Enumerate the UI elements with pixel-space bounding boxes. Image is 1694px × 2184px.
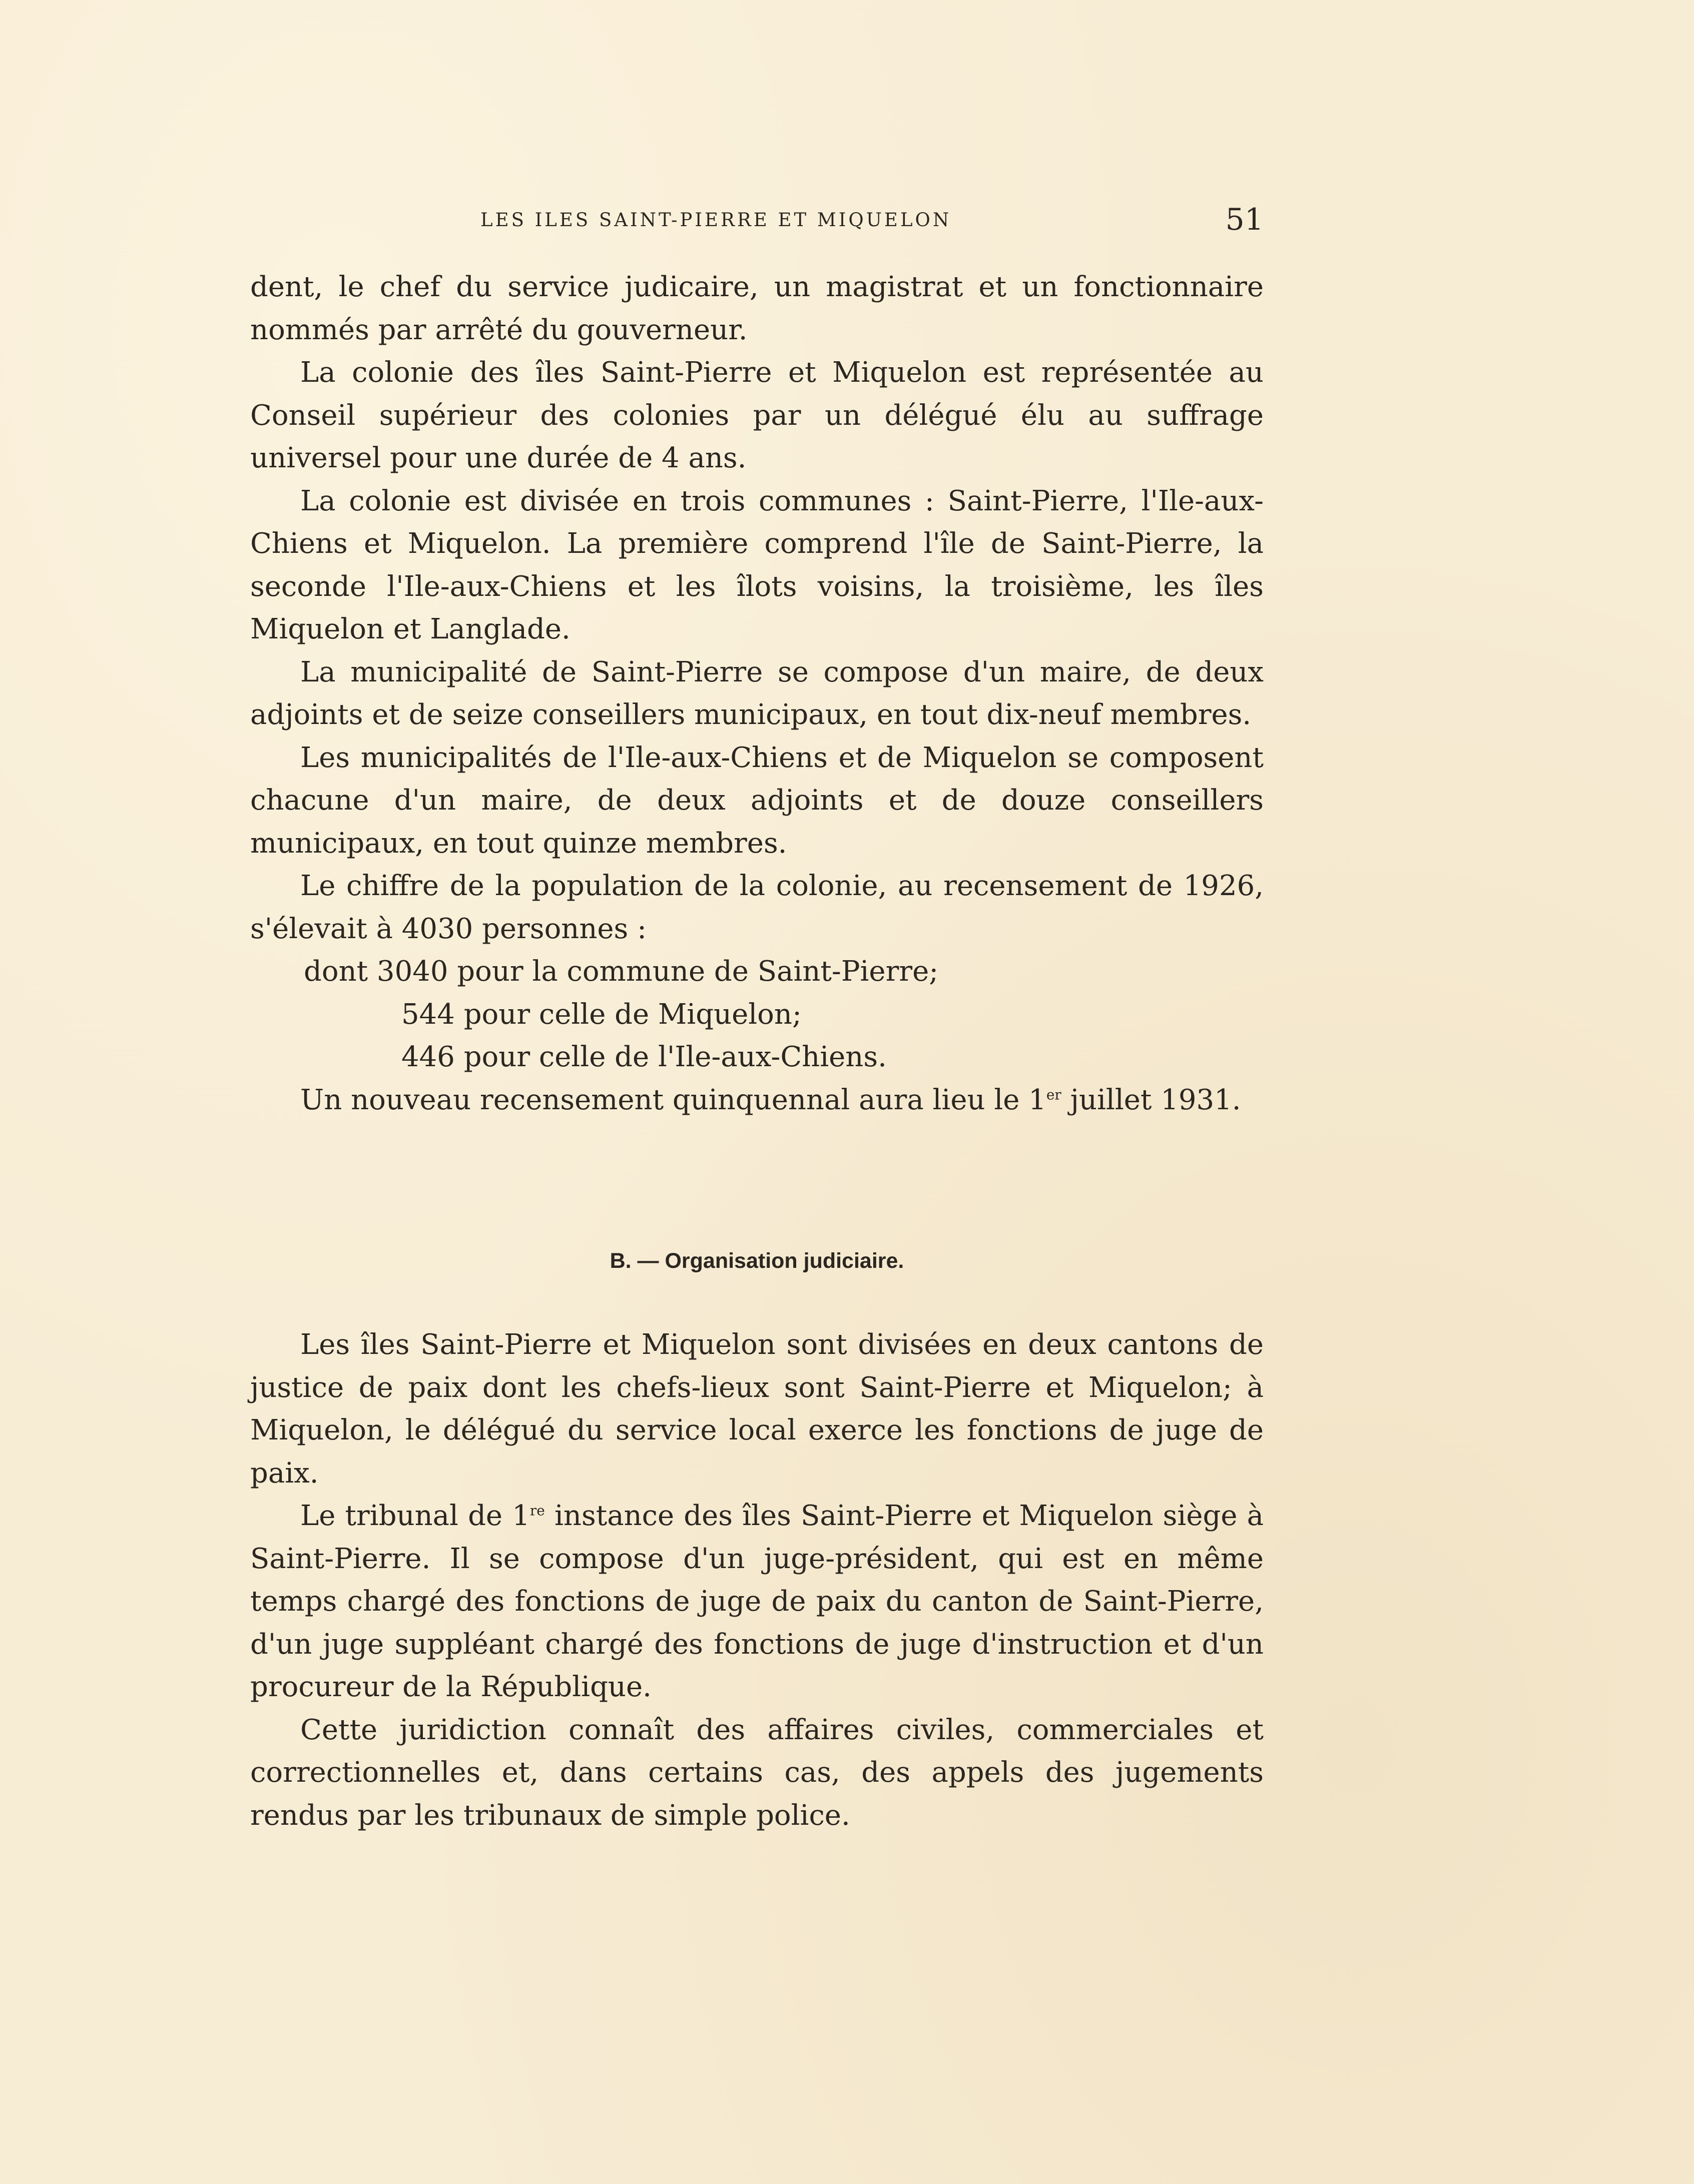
population-saint-pierre: dont 3040 pour la commune de Saint-Pierre; — [304, 955, 939, 988]
population-breakdown — [250, 950, 1264, 1079]
census-ordinal-superscript: er — [1046, 1086, 1061, 1103]
paragraph-communes: La colonie est divisée en trois communes : Saint-Pierre, l'Ile-aux-Chiens et Miquelon. La première comprend l'île de Saint-Pierre, la seconde l'Ile-aux-Chiens et les îlots voisins, la troisième, les îles Miquelon et Langlade. — [250, 484, 1264, 645]
tribunal-text-after: instance des îles Saint-Pierre et Miquelon siège à Saint-Pierre. Il se compose d'un juge-président, qui est en même temps chargé des fonctions de juge de paix du canton de Saint-Pierre, d'un juge suppléant chargé des fonctions de juge d'instruction et d'un procureur de la République. — [250, 1500, 1264, 1703]
tribunal-ordinal-superscript: re — [529, 1502, 545, 1519]
judicial-section — [250, 1323, 1264, 1837]
running-head — [250, 204, 1264, 244]
tribunal-text-before: Le tribunal de 1 — [300, 1500, 530, 1532]
paragraph-other-municipalities: Les municipalités de l'Ile-aux-Chiens et de Miquelon se composent chacune d'un maire, de deux adjoints et de douze conseillers municipaux, en tout quinze membres. — [250, 741, 1264, 860]
population-miquelon: 544 pour celle de Miquelon; — [401, 998, 802, 1031]
paragraph-council-representation: La colonie des îles Saint-Pierre et Miquelon est représentée au Conseil supérieur des colonies par un délégué élu au suffrage universel pour une durée de 4 ans. — [250, 356, 1264, 474]
population-ile-aux-chiens: 446 pour celle de l'Ile-aux-Chiens. — [401, 1041, 887, 1073]
paragraph-jurisdiction: Cette juridiction connaît des affaires civiles, commerciales et correctionnelles et, dans certains cas, des appels des jugements rendus par les tribunaux de simple police. — [250, 1713, 1264, 1832]
paragraph-tribunal — [250, 1495, 1264, 1709]
administrative-section — [250, 266, 1264, 1121]
paragraph-saint-pierre-municipality: La municipalité de Saint-Pierre se compose d'un maire, de deux adjoints et de seize conseillers municipaux, en tout dix-neuf membres. — [250, 655, 1264, 731]
census-text-before: Un nouveau recensement quinquennal aura lieu le 1 — [300, 1083, 1046, 1116]
running-title: LES ILES SAINT-PIERRE ET MIQUELON — [480, 209, 952, 231]
section-heading-judicial: B. — Organisation judiciaire. — [610, 1249, 904, 1273]
paragraph-cantons: Les îles Saint-Pierre et Miquelon sont divisées en deux cantons de justice de paix dont les chefs-lieux sont Saint-Pierre et Miquelon; à Miquelon, le délégué du service local exerce les fonctions de juge de paix. — [250, 1328, 1264, 1490]
paragraph-population: Le chiffre de la population de la colonie, au recensement de 1926, s'élevait à 4030 personnes : — [250, 870, 1264, 945]
page-number: 51 — [1225, 202, 1264, 237]
paragraph-new-census — [250, 1079, 1264, 1122]
census-text-after: juillet 1931. — [1061, 1083, 1241, 1116]
paragraph-continuation: dent, le chef du service judicaire, un magistrat et un fonctionnaire nommés par arrêté du gouverneur. — [250, 271, 1264, 346]
